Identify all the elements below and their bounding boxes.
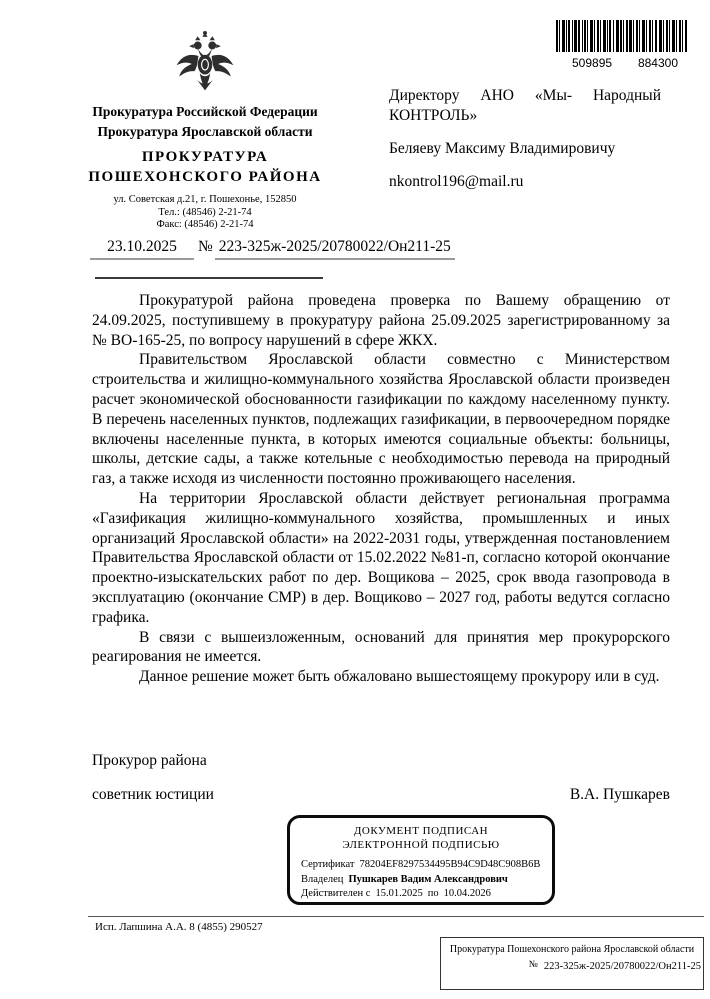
- office-name-line2: ПОШЕХОНСКОГО РАЙОНА: [88, 169, 322, 185]
- office-address: ул. Советская д.21, г. Пошехонье, 152850: [113, 194, 297, 205]
- body-paragraph-3: На территории Ярославской области действует региональная программа «Газификация жилищно-коммунального хозяйства, промышленных и иных организаций Ярославской области» на 2022-2031 годы, утвержденная постановлением Правительства Ярославской области от 15.02.2022 №81-п, согласно которой окончание проектно-изыскательских работ по дер. Вощикова – 2025, срок ввода газопровода в эксплуатацию (окончание СМР) в дер. Вощиково – 2027 год, работы ведутся согласно графика.: [92, 489, 670, 626]
- esignature-stamp: [287, 815, 555, 905]
- certificate-value: 78204EF8297534495B94C9D48C908B6B: [359, 859, 541, 870]
- reg-stamp-number: 223-325ж-2025/20780022/Он211-25: [543, 961, 701, 972]
- reg-stamp-org: Прокуратура Пошехонского района Ярославской области: [449, 944, 695, 955]
- recipient-person: Беляеву Максиму Владимировичу: [389, 140, 616, 157]
- reference-blank-line: [95, 277, 323, 279]
- signer-rank: советник юстиции: [92, 786, 214, 803]
- body-paragraph-1: Прокуратурой района проведена проверка по Вашему обращению от 24.09.2025, поступившему в прокуратуру района 25.09.2025 зарегистрированному за № ВО-165-25, по вопросу нарушений в сфере ЖКХ.: [92, 292, 670, 349]
- body-paragraph-2: Правительством Ярославской области совместно с Министерством строительства и жилищно-коммунального хозяйства Ярославской области произведен расчет экономической обоснованности газификации по каждому населенному пункту. В перечень населенных пунктов, подлежащих газификации, в первоочередном порядке включены населенные пункта, в которых имеются социальные объекты: больницы, школы, детские сады, а также котельные с необходимостью перевода на природный газ, а также исходя из численности постоянно проживающего населения.: [92, 351, 670, 488]
- letter-body: [92, 291, 670, 687]
- owner-label: Владелец: [301, 873, 344, 885]
- barcode-icon: [556, 20, 688, 52]
- validity-to: 10.04.2026: [443, 888, 491, 899]
- office-name-line1: ПРОКУРАТУРА: [141, 149, 269, 165]
- body-paragraph-4: В связи с вышеизложенным, оснований для принятия мер прокурорского реагирования не имеется.: [92, 628, 670, 666]
- esign-owner-row: [301, 873, 541, 888]
- org-name-line2: Прокуратура Ярославской области: [97, 124, 313, 139]
- executor-note: Исп. Лапшина А.А. 8 (4855) 290527: [95, 921, 263, 933]
- reg-number-sign: №: [528, 960, 538, 970]
- number-sign: №: [198, 238, 213, 255]
- validity-mid: по: [427, 888, 439, 899]
- validity-from: 15.01.2025: [375, 888, 423, 899]
- esign-title-line1: ДОКУМЕНТ ПОДПИСАН: [353, 825, 489, 837]
- certificate-label: Сертификат: [301, 859, 355, 870]
- recipient-block: [389, 86, 661, 192]
- owner-value: Пушкарев Вадим Александрович: [348, 873, 508, 885]
- recipient-email: nkontrol196@mail.ru: [389, 173, 524, 190]
- reference-line: [90, 238, 455, 260]
- signer-position: Прокурор района: [92, 752, 207, 769]
- body-paragraph-5: Данное решение может быть обжаловано вышестоящему прокурору или в суд.: [139, 668, 660, 686]
- esign-certificate-row: [301, 858, 541, 873]
- letterhead: [86, 26, 324, 232]
- barcode-number-left: 509895: [572, 56, 613, 70]
- recipient-org: Директору АНО «Мы- Народный КОНТРОЛЬ»: [389, 87, 661, 124]
- office-phone: Тел.: (48546) 2-21-74: [158, 206, 252, 218]
- outgoing-date: 23.10.2025: [90, 238, 194, 260]
- office-fax: Факс: (48546) 2-21-74: [156, 219, 254, 230]
- signature-row: [92, 786, 670, 804]
- esign-validity-row: [301, 887, 541, 902]
- outgoing-number: 223-325ж-2025/20780022/Он211-25: [215, 238, 455, 260]
- barcode-number-right: 884300: [637, 56, 678, 70]
- signer-name: В.А. Пушкарев: [569, 786, 670, 803]
- footer-divider: [88, 916, 704, 917]
- esign-title-line2: ЭЛЕКТРОННОЙ ПОДПИСЬЮ: [342, 838, 500, 851]
- barcode: [556, 20, 688, 70]
- org-name-line1: Прокуратура Российской Федерации: [92, 104, 318, 119]
- registration-stamp: [440, 937, 704, 990]
- russian-coat-of-arms-icon: [172, 26, 238, 98]
- reg-stamp-number-line: [441, 959, 703, 973]
- validity-label: Действителен с: [301, 888, 371, 899]
